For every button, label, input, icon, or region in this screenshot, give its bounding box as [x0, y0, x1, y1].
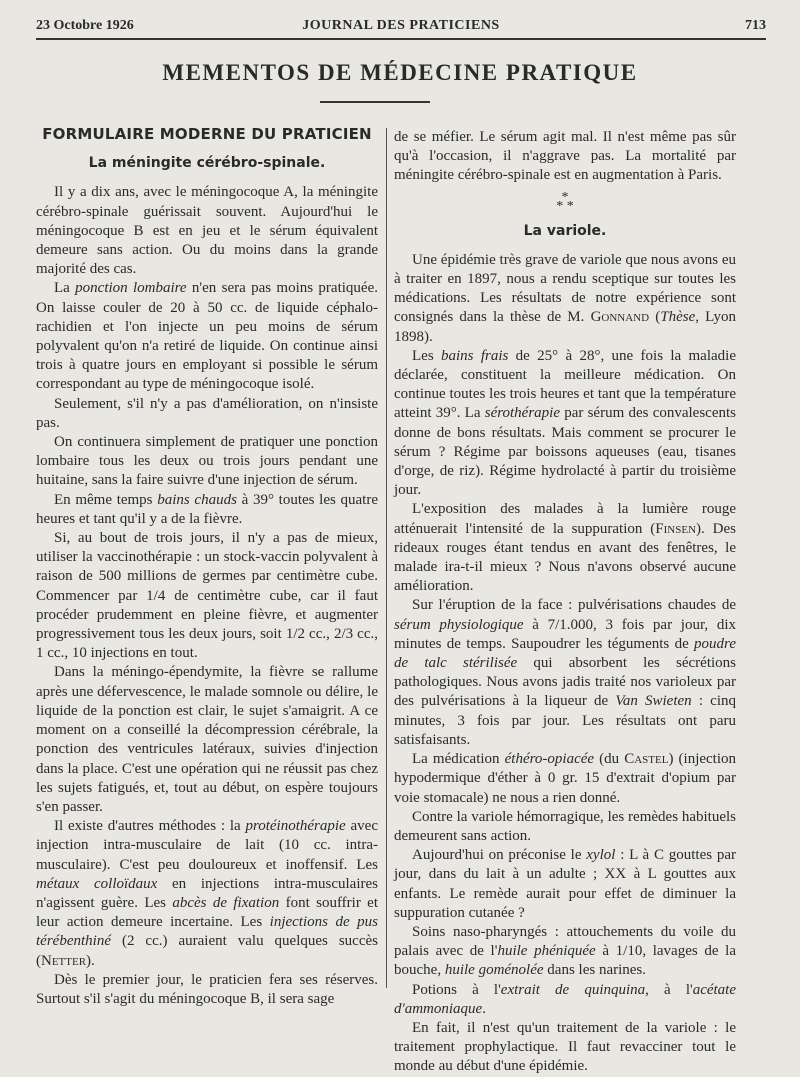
paragraph: Une épidémie très grave de variole que nous avons eu à traiter en 1897, nous a rendu sceptique sur toutes les médications. Les résultats de notre expérience sont consignés dans la thèse de M. Gonnand (Thèse, Lyon 1898). [394, 251, 737, 345]
meningitis-heading: La méningite cérébro-spinale. [88, 155, 326, 172]
paragraph: Il existe d'autres méthodes : la protéinothérapie avec injection intra-musculaire de lait (10 cc. intra-musculaire). C'est peu douloureux et inoffensif. Les métaux colloïdaux en injections intra-musculaires n'agissent guère. Les abcès de fixation font souffrir et leur action demeure incertaine. Les injections de pus térébenthiné (2 cc.) auraient valu quelques succès (Netter). [36, 818, 379, 969]
paragraph: Soins naso-pharyngés : attouchements du voile du palais avec de l'huile phéniquée à 1/10, lavages de la bouche, huile goménolée dans les narines. [394, 923, 736, 979]
page-title: MEMENTOS DE MÉDECINE PRATIQUE [162, 60, 638, 85]
variola-heading: La variole. [523, 222, 607, 239]
paragraph: L'exposition des malades à la lumière rouge atténuerait l'intensité de la suppuration (Finsen). Des rideaux rouges étant tendus en avant des fenêtres, le malade ira-t-il mieux ? Nous n'avons observé aucune amélioration. [394, 501, 737, 595]
asterism: * * * [556, 189, 574, 214]
section-title: FORMULAIRE MODERNE DU PRATICIEN [42, 125, 372, 143]
paragraph: de se méfier. Le sérum agit mal. Il n'est même pas sûr qu'à l'occasion, il n'aggrave pas. La mortalité par méningite cérébro-spinale est en augmentation à Paris. [394, 129, 736, 184]
paragraph: Dès le premier jour, le praticien fera ses réserves. Surtout s'il s'agit du méningocoque B, il sera sage [36, 971, 378, 1007]
paragraph: Potions à l'extrait de quinquina, à l'acétate d'ammoniaque. [394, 981, 736, 1017]
paragraph: Dans la méningo-épendymite, la fièvre se rallume après une défervescence, le malade somnole ou délire, le liquide de la ponction est clair, le sujet s'amaigrit. A ce moment on a conseillé la décompression cérébrale, la ponction des ventricules latéraux, suivies d'injection dans la place. C'est une opération qui ne réussit pas chez les sujets fatigués, et, tout au début, on espère toujours s'en passer. [36, 664, 378, 815]
title-rule [320, 101, 430, 103]
paragraph: Contre la variole hémorragique, les remèdes habituels demeurent sans action. [394, 808, 736, 844]
paragraph: Seulement, s'il n'y a pas d'amélioration, on n'insiste pas. [36, 395, 378, 431]
running-header [36, 18, 766, 38]
paragraph: Sur l'éruption de la face : pulvérisations chaudes de sérum physiologique à 7/1.000, 3 fois par jour, dix minutes de temps. Saupoudrer les téguments de poudre de talc stérilisée qui absorbent les sécrétions pathologiques. Nous avons jadis traité nos varioleux par des pulvérisations à la liqueur de Van Swieten : cinq minutes, 3 fois par jour. Les résultats ont paru satisfaisants. [394, 597, 737, 748]
paragraph: Si, au bout de trois jours, il n'y a pas de mieux, utiliser la vaccinothérapie : un stock-vaccin polyvalent à raison de 500 millions de germes par centimètre cube. Commencer par 1/4 de centimètre cube, car il faut procéder prudemment en pleine fièvre, et augmenter progressivement tous les deux jours, soit 1/2 cc., 2/3 cc., 1 cc., 10 injections en tout. [36, 530, 378, 662]
header-rule [36, 38, 766, 40]
header-journal-name: JOURNAL DES PRATICIENS [302, 18, 500, 33]
paragraph: Les bains frais de 25° à 28°, une fois la maladie déclarée, constituent la meilleure médication. On continue toutes les trois heures et tant que la température atteint 39°. La sérothérapie par sérum des convalescents donne de bons résultats. Mais comment se procurer le sérum ? Régime par boissons aqueuses (eau, tisanes d'orge, de riz). Régime hydrolacté à partir du troisième jour. [394, 347, 736, 499]
left-column [36, 125, 378, 1009]
header-date: 23 Octobre 1926 [36, 18, 134, 33]
paragraph: La médication éthéro-opiacée (du Castel) (injection hypodermique d'éther à 0 gr. 15 d'extrait d'opium par voie stomacale) ne nous a rien donné. [394, 751, 737, 806]
paragraph: La ponction lombaire n'en sera pas moins pratiquée. On laisse couler de 20 à 50 cc. de liquide céphalo-rachidien et l'on injecte un peu moins de sérum polyvalent qu'on n'a retiré de liquide. On continue ainsi trois à quatre jours en employant si possible le sérum correspondant au type de méningocoque isolé. [36, 280, 378, 393]
paragraph: On continuera simplement de pratiquer une ponction lombaire tous les deux ou trois jours pendant une huitaine, sans la faire suivre d'une injection de sérum. [36, 434, 378, 489]
right-column [394, 128, 736, 1077]
paragraph: En fait, il n'est qu'un traitement de la variole : le traitement prophylactique. Il faut revacciner tout le monde au début d'une épidémie. [394, 1019, 736, 1075]
paragraph: Il y a dix ans, avec le méningocoque A, la méningite cérébro-spinale guérissait souvent. Aujourd'hui le méningocoque B est en jeu et le sérum équivalent demeure sans action. Ou du moins dans la grande majorité des cas. [36, 184, 378, 278]
header-page-number: 713 [745, 18, 766, 33]
column-divider [386, 128, 387, 988]
paragraph: Aujourd'hui on préconise le xylol : L à C gouttes par jour, dans du lait à un adulte ; XX à L gouttes aux enfants. Le remède aurait pour effet de diminuer la suppuration cutanée ? [394, 847, 736, 921]
paragraph: En même temps bains chauds à 39° toutes les quatre heures et tant qu'il y a de la fièvre. [36, 491, 378, 527]
